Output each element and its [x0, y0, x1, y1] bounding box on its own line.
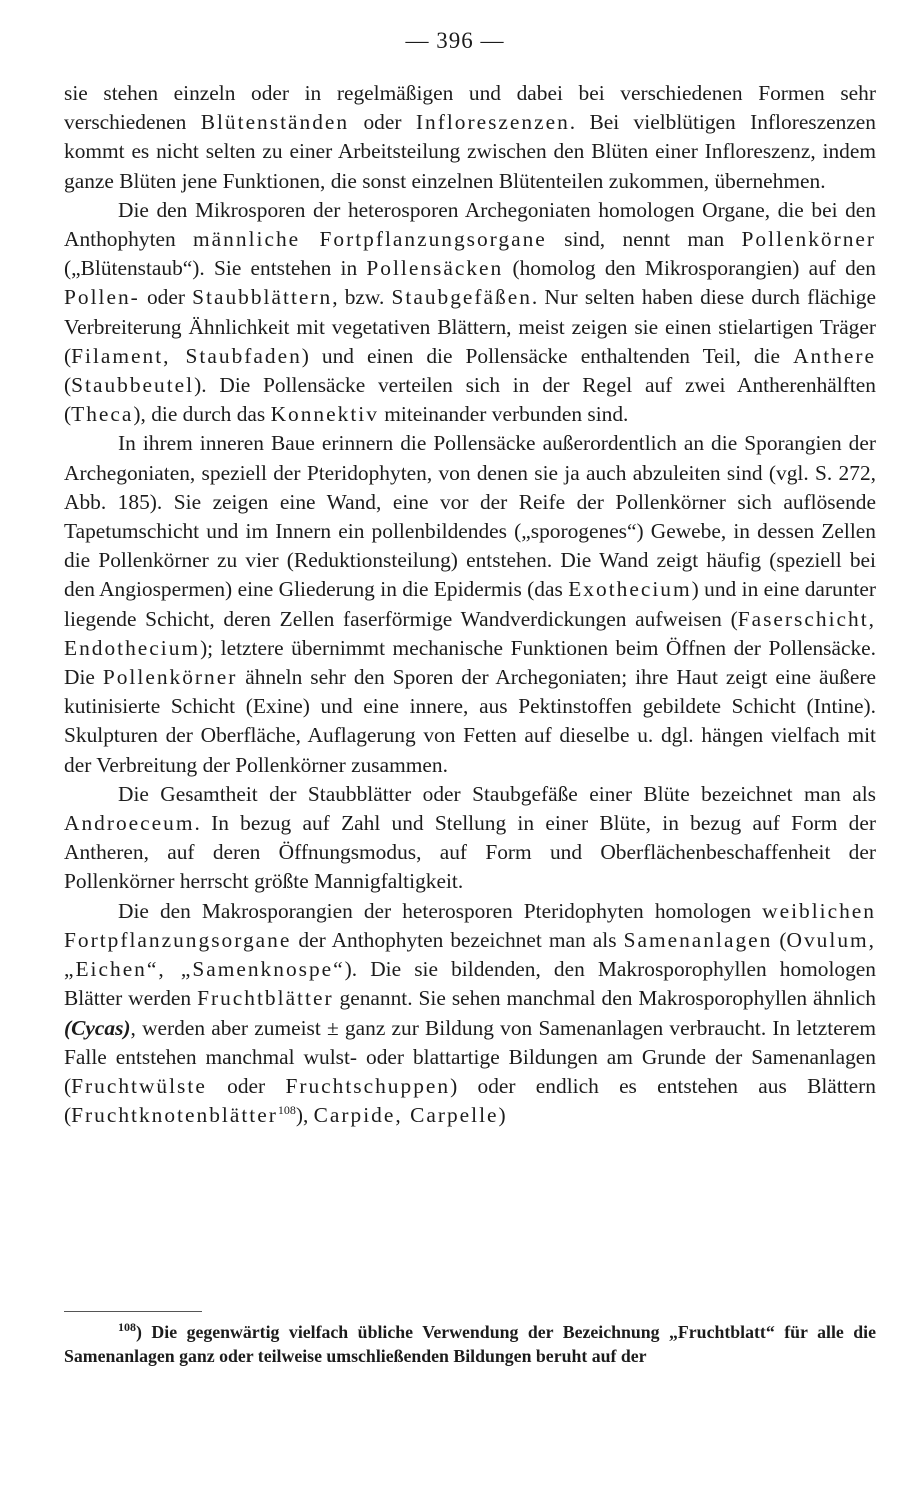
footnote-marker: 108: [118, 1320, 136, 1335]
text-run: ) und einen die Pollensäcke enthaltenden Teil, die: [301, 343, 794, 368]
text-run: In ihrem inneren Baue erinnern die Pollensäcke außerordentlich an die Sporangien der Archegoniaten, speziell der Pteridophyten, von denen sie ja auch abzuleiten sind (vgl. S. 272, Abb. 185). Sie zeigen eine Wand, eine vor der Reife der Pollenkörner sich auflösende Tapetumschicht und im Innern ein pollenbildendes („sporogenes“) Gewebe, in dessen Zellen die Pollenkörner zu vier (Reduktionsteilung) entstehen. Die Wand zeigt häufig (speziell bei den Angiospermen) eine Gliederung in die Epidermis (das: [64, 431, 876, 602]
emphasized-term: Carpide, Carpelle: [313, 1103, 499, 1128]
emphasized-term: Pollen-: [64, 285, 140, 310]
text-run: . Bei vielblütigen Infloreszenzen kommt es nicht selten zu einer Arbeitsteilung zwischen den Blüten einer Infloreszenz, indem ganze Blüten jene Funktionen, die sonst einzelnen Blütenteilen zukommen, übernehmen.: [64, 110, 877, 193]
text-run: miteinander verbunden sind.: [378, 402, 629, 427]
paragraph: [64, 897, 876, 1131]
text-run: (: [64, 373, 72, 398]
emphasized-term: Fruchtschuppen: [285, 1073, 451, 1098]
text-run: Die den Mikrosporen der heterosporen Archegoniaten homologen Organe, die bei den Anthophyten: [64, 197, 876, 252]
text-run: ). Die Pollensäcke verteilen sich in der Regel auf zwei Antherenhälften (: [64, 373, 876, 427]
emphasized-term: Pollenkörner: [102, 665, 238, 690]
footnote-divider: [64, 1311, 202, 1312]
text-run: sie stehen einzeln oder in regelmäßigen und dabei bei verschiedenen Formen sehr verschiedenen: [64, 81, 876, 135]
italic-term: (Cycas): [64, 1015, 131, 1040]
footnote-text: ) Die gegenwärtig vielfach übliche Verwendung der Bezeichnung „Fruchtblatt“ für alle die Samenanlagen ganz oder teilweise umschließenden Bildungen beruht auf der: [64, 1322, 876, 1366]
footnote-reference: 108: [277, 1102, 296, 1117]
emphasized-term: Theca: [71, 402, 134, 427]
emphasized-term: Staubgefäßen: [391, 285, 532, 310]
emphasized-term: Fruchtblätter: [197, 986, 334, 1011]
text-run: ähneln sehr den Sporen der Archegoniaten; ihre Haut zeigt eine äußere kutinisierte Schicht (Exine) und eine innere, aus Pektinstoffen gebildete Schicht (Intine). Skulpturen der Oberfläche, Auflagerung von Fetten auf dieselbe u. dgl. hängen vielfach mit der Verbreitung der Pollenkörner zusammen.: [64, 665, 876, 777]
text-run: , werden aber zumeist ± ganz zur Bildung von Samenanlagen verbraucht. In letzterem Falle entstehen manchmal wulst- oder blattartige Bildungen am Grunde der Samenanlagen (: [64, 1015, 876, 1098]
emphasized-term: Pollensäcken: [366, 256, 504, 281]
emphasized-term: Samenanlagen: [623, 927, 773, 952]
paragraph: [64, 780, 876, 897]
text-run: (: [772, 927, 787, 952]
text-run: ),: [295, 1103, 314, 1128]
emphasized-term: weiblichen Fortpflanzungsorgane: [64, 898, 876, 952]
emphasized-term: Staubblättern: [192, 285, 333, 310]
emphasized-term: Infloreszenzen: [415, 110, 570, 135]
text-run: („Blütenstaub“). Sie entstehen in: [64, 256, 367, 281]
emphasized-term: Konnektiv: [270, 402, 379, 427]
text-run: oder: [206, 1073, 286, 1098]
emphasized-term: Anthere: [793, 343, 876, 368]
text-run: Die Gesamtheit der Staubblätter oder Staubgefäße einer Blüte bezeichnet man als: [118, 781, 876, 806]
emphasized-term: Pollenkörner: [741, 227, 877, 252]
text-run: Die den Makrosporangien der heterosporen Pteridophyten homologen: [118, 898, 763, 923]
text-run: oder: [139, 285, 193, 310]
emphasized-term: Blütenständen: [200, 110, 350, 135]
paragraph: [64, 429, 876, 779]
text-run: ); letztere übernimmt mechanische Funktionen beim Öffnen der Pollensäcke. Die: [64, 635, 876, 690]
footnote: [64, 1320, 876, 1368]
emphasized-term: Exothecium: [568, 577, 692, 602]
text-run: ), die durch das: [133, 402, 271, 427]
text-run: oder: [349, 110, 416, 135]
emphasized-term: Fruchtwülste: [71, 1073, 207, 1098]
emphasized-term: Androeceum: [64, 811, 195, 836]
emphasized-term: Ovulum, „Eichen“, „Samenknospe“: [64, 927, 876, 982]
text-run: sind, nennt man: [546, 227, 742, 252]
text-run: ) oder endlich es entstehen aus Blättern (: [64, 1073, 876, 1128]
paragraph: [64, 79, 876, 196]
text-run: genannt. Sie sehen manchmal den Makrosporophyllen ähnlich: [333, 986, 876, 1011]
text-run: ): [498, 1103, 506, 1128]
body-text: [64, 79, 876, 1130]
page-number: — 396 —: [405, 28, 505, 53]
text-run: . Nur selten haben diese durch flächige Verbreiterung Ähnlichkeit mit vegetativen Blättern, meist zeigen sie einen stielartigen Träger (: [64, 285, 876, 368]
emphasized-term: Staubbeutel: [71, 373, 195, 398]
emphasized-term: Fruchtknotenblätter: [71, 1103, 278, 1128]
text-run: . In bezug auf Zahl und Stellung in einer Blüte, in bezug auf Form der Antheren, auf deren Öffnungsmodus, auf Form und Oberflächenbeschaffenheit der Pollenkörner herrscht größte Mannigfaltigkeit.: [64, 811, 876, 894]
text-run: ). Die sie bildenden, den Makrosporophyllen homologen Blätter werden: [64, 957, 876, 1011]
paragraph: [64, 196, 876, 430]
emphasized-term: Faserschicht, Endothecium: [64, 606, 876, 660]
text-run: ) und in eine darunter liegende Schicht, deren Zellen faserförmige Wandverdickungen aufweisen (: [64, 577, 876, 631]
emphasized-term: männliche Fortpflanzungsorgane: [193, 227, 547, 252]
emphasized-term: Filament, Staubfaden: [71, 343, 302, 368]
text-run: , bzw.: [332, 285, 392, 310]
text-run: (homolog den Mikrosporangien) auf den: [503, 256, 876, 281]
text-run: der Anthophyten bezeichnet man als: [291, 927, 624, 952]
